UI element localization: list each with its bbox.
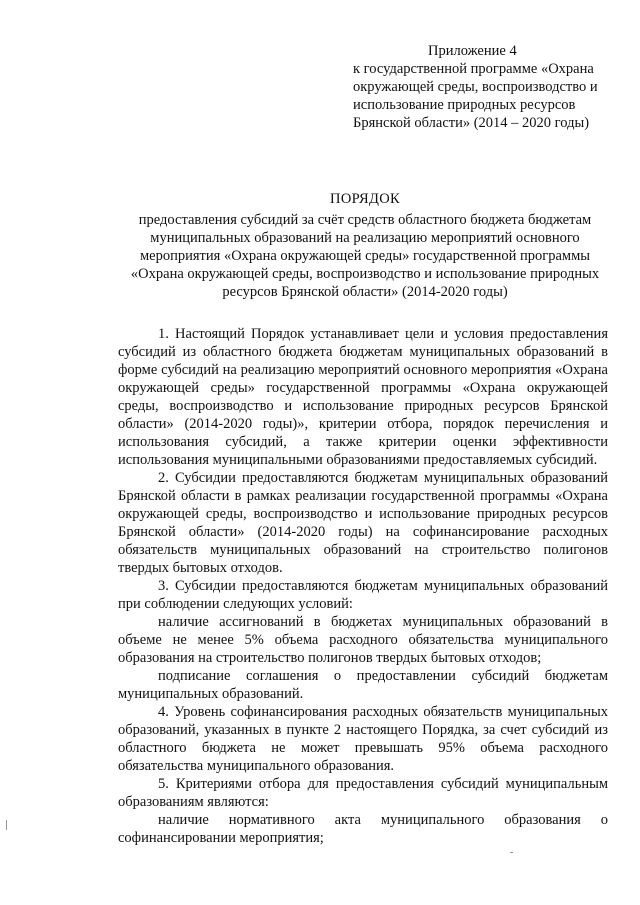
paragraph-3-condition-1: наличие ассигнований в бюджетах муниципальных образований в объеме не менее 5% объема расходного обязательства муниципального образования на строительство полигонов твердых бытовых отходов;: [118, 614, 608, 666]
paragraph-5: 5. Критериями отбора для предоставления субсидий муниципальным образованиям являются:: [118, 776, 608, 810]
title-heading: ПОРЯДОК: [330, 191, 400, 207]
document-title: [118, 190, 612, 301]
paragraph-4: 4. Уровень софинансирования расходных обязательств муниципальных образований, указанных в пункте 2 настоящего Порядка, за счет субсидий из областного бюджета не может превышать 95% объема расходного обязательства муниципального образования.: [118, 704, 608, 774]
appendix-note: [353, 42, 623, 132]
paragraph-1: 1. Настоящий Порядок устанавливает цели и условия предоставления субсидий из областного бюджета бюджетам муниципальных образований в форме субсидий на реализацию мероприятий основного мероприятия «Охрана окружающей среды» государственной программы «Охрана окружающей среды, воспроизводство и использование природных ресурсов Брянской области» (2014-2020 годы)», критерии отбора, порядок перечисления и использования субсидий, а также критерии оценки эффективности использования муниципальными образованиями предоставляемых субсидий.: [118, 326, 608, 468]
document-body: [118, 325, 608, 847]
appendix-text: к государственной программе «Охрана окружающей среды, воспроизводство и использование природных ресурсов Брянской области» (2014 – 2020 годы): [353, 61, 598, 131]
paragraph-3: 3. Субсидии предоставляются бюджетам муниципальных образований при соблюдении следующих условий:: [118, 578, 608, 612]
paragraph-3-condition-2: подписание соглашения о предоставлении субсидий бюджетам муниципальных образований.: [118, 668, 608, 702]
appendix-number: Приложение 4: [428, 43, 517, 59]
paragraph-5-criterion-1: наличие нормативного акта муниципального образования о софинансировании мероприятия;: [118, 812, 608, 846]
paragraph-2: 2. Субсидии предоставляются бюджетам муниципальных образований Брянской области в рамках реализации государственной программы «Охрана окружающей среды, воспроизводство и использование природных ресурсов Брянской области» (2014-2020 годы) на софинансирование расходных обязательств муниципальных образований на строительство полигонов твердых бытовых отходов.: [118, 470, 608, 576]
scan-mark: [510, 852, 513, 853]
title-subtitle: предоставления субсидий за счёт средств областного бюджета бюджетам муниципальных образований на реализацию мероприятий основного мероприятия «Охрана окружающей среды» государственной программы «Охрана окружающей среды, воспроизводство и использование природных ресурсов Брянской области» (2014-2020 годы): [130, 212, 600, 300]
scan-mark: [6, 820, 7, 830]
